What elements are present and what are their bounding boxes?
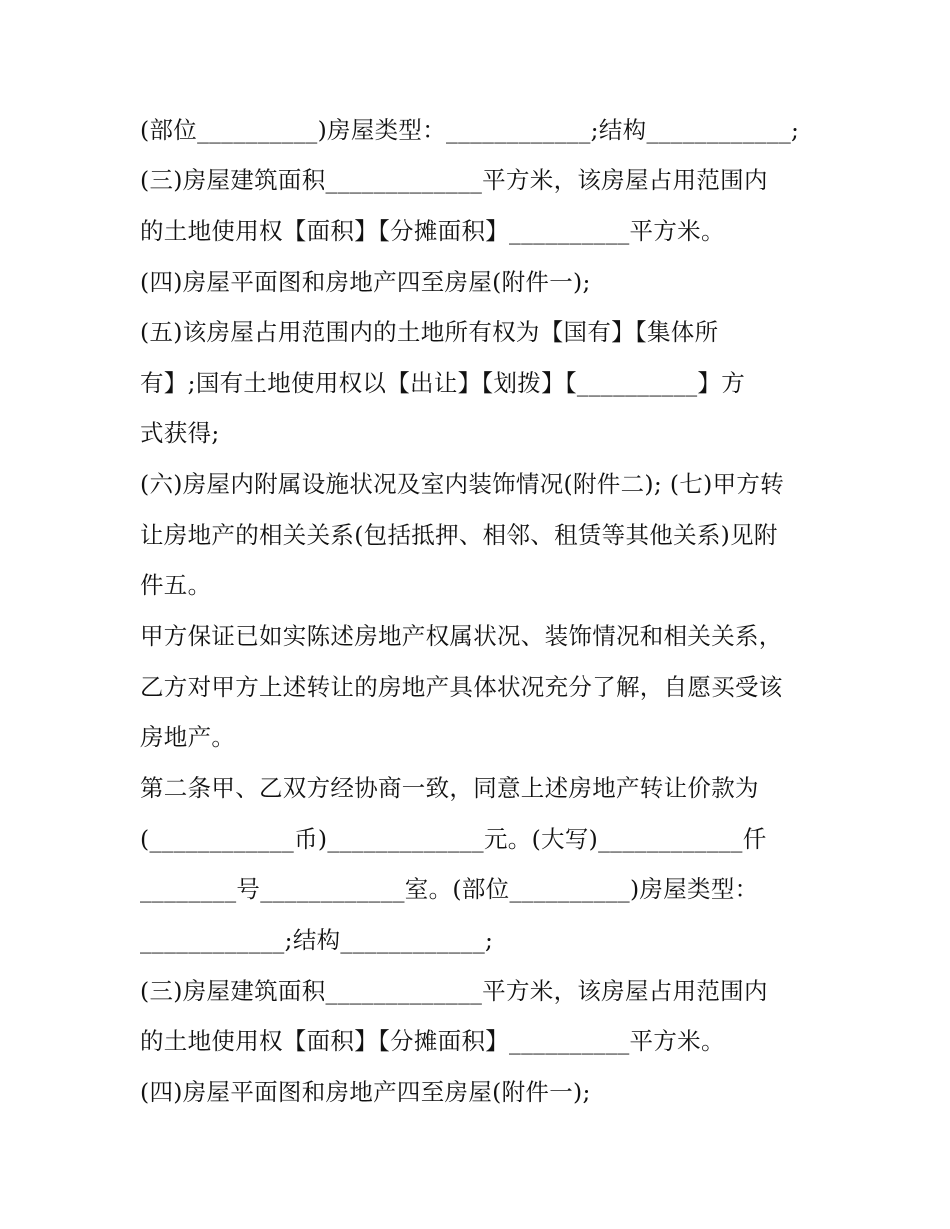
text-line: (六)房屋内附属设施状况及室内装饰情况(附件二); (七)甲方转 [140,470,784,498]
text-line: ________号____________室。(部位__________)房屋类型： [140,875,759,903]
text-line: (三)房屋建筑面积_____________平方米，该房屋占用范围内 [140,166,768,194]
text-line: 甲方保证已如实陈述房地产权属状况、装饰情况和相关关系， [140,622,783,650]
text-line: (五)该房屋占用范围内的土地所有权为【国有】【集体所 [140,318,719,346]
text-line: 的土地使用权【面积】【分摊面积】__________平方米。 [140,217,725,245]
text-line: ____________;结构____________; [140,926,494,954]
text-line: 有】;国有土地使用权以【出让】【划拨】【__________】方 [140,369,746,397]
text-line: 第二条甲、乙双方经协商一致，同意上述房地产转让价款为 [140,774,759,802]
text-line: 让房地产的相关关系(包括抵押、相邻、租赁等其他关系)见附 [140,521,778,549]
text-line: (____________币)_____________元。(大写)____________仟 [140,825,767,853]
text-line: 的土地使用权【面积】【分摊面积】__________平方米。 [140,1027,725,1055]
text-line: (三)房屋建筑面积_____________平方米，该房屋占用范围内 [140,977,768,1005]
text-line: (四)房屋平面图和房地产四至房屋(附件一); [140,268,591,296]
text-line: 式获得; [140,419,220,447]
text-line: (四)房屋平面图和房地产四至房屋(附件一); [140,1078,591,1106]
text-line: (部位__________)房屋类型：____________;结构____________; [140,116,800,144]
text-line: 件五。 [140,571,212,599]
text-line: 乙方对甲方上述转让的房地产具体状况充分了解，自愿买受该 [140,673,783,701]
text-line: 房地产。 [140,723,236,751]
